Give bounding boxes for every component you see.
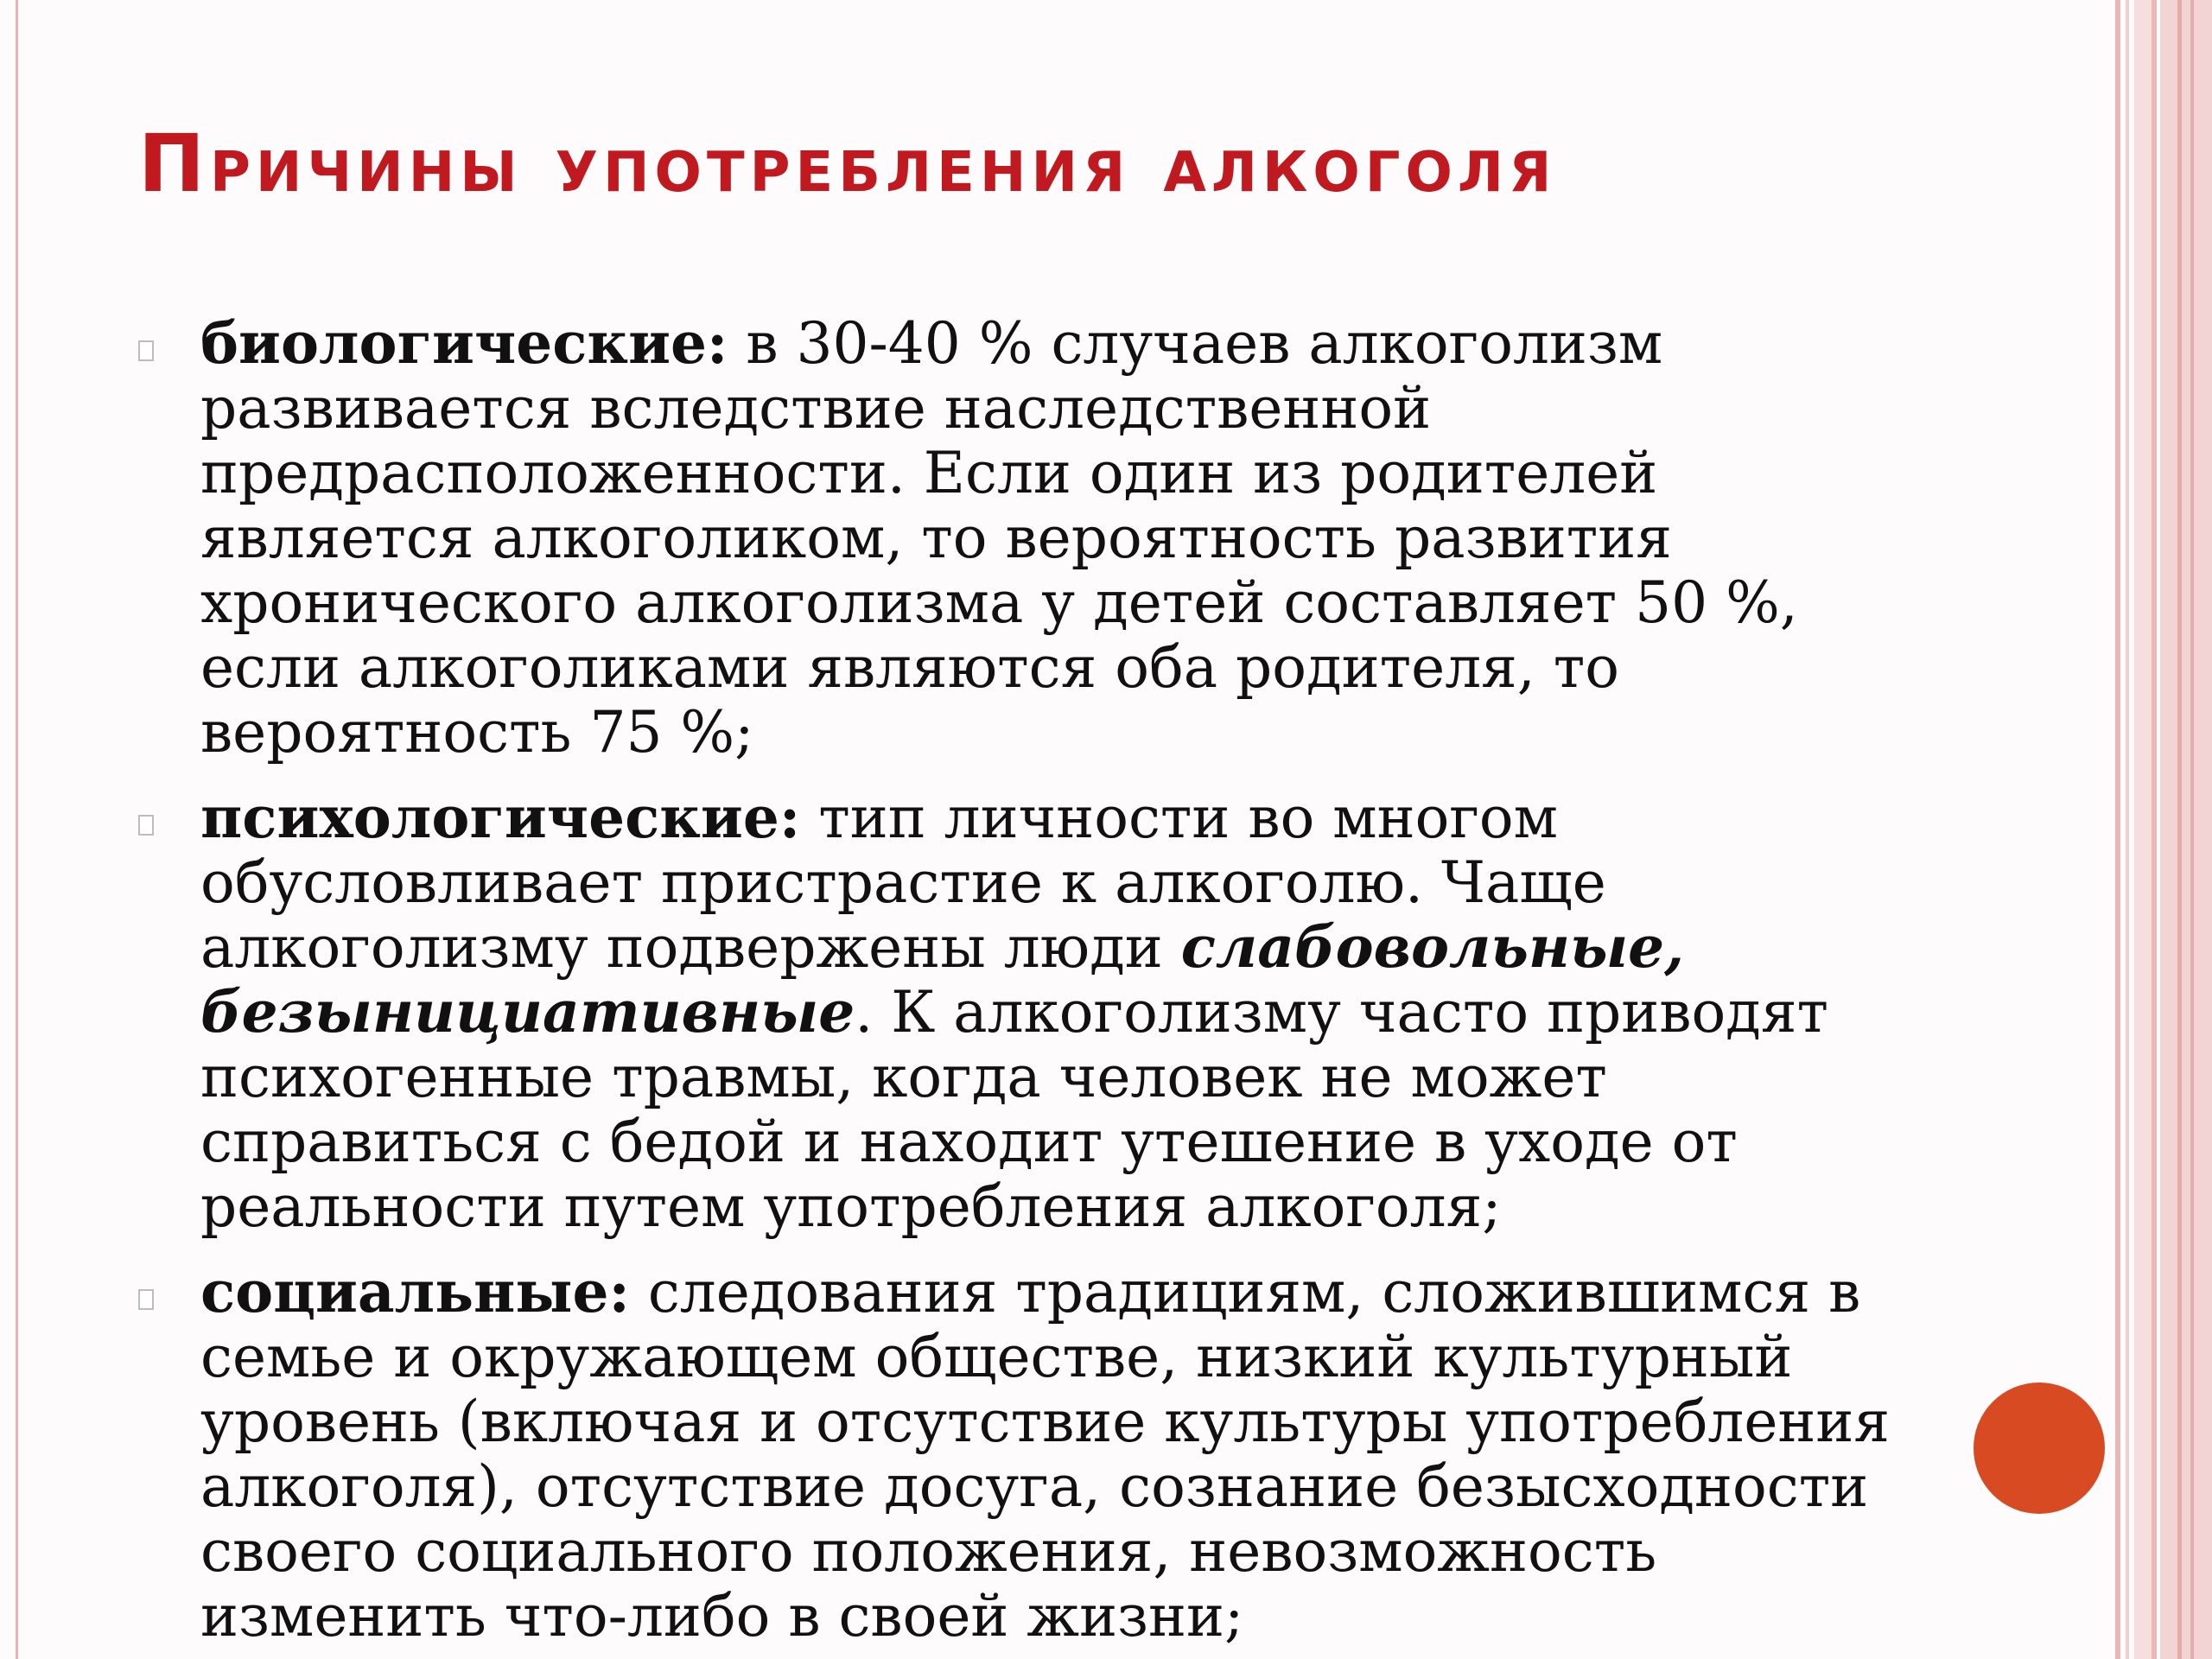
square-bullet-icon xyxy=(138,340,154,361)
term-biological: биологические: xyxy=(200,309,728,377)
right-stripe xyxy=(2126,0,2129,1659)
slide-title: Причины употребления алкоголя xyxy=(138,118,1557,210)
list-item-biological xyxy=(130,311,1910,765)
right-stripe xyxy=(2115,0,2120,1659)
right-stripe xyxy=(2152,0,2157,1659)
term-social: социальные: xyxy=(200,1258,630,1325)
item-text: в 30-40 % случаев алкоголизм развивается вследствие наследственной предрасположенности. Если один из родителей является алкоголиком, то вероятность развития хронического алкоголизма у детей составляет 50 %, если алкоголиками являются оба родителя, то вероятность 75 %; xyxy=(200,310,1798,766)
left-border-line xyxy=(16,0,18,1659)
item-text: следования традициям, сложившимся в семье и окружающем обществе, низкий культурный уровень (включая и отсутствие культуры употребления алкоголя), отсутствие досуга, сознание безысходности своего социального положения, невозможность изменить что-либо в своей жизни; xyxy=(200,1259,1891,1649)
decorative-circle xyxy=(1974,1382,2105,1514)
square-bullet-icon xyxy=(138,815,154,836)
right-stripe xyxy=(2177,0,2182,1659)
square-bullet-icon xyxy=(138,1289,154,1310)
right-stripe xyxy=(2190,0,2194,1659)
item-text: тип личности во многом обусловливает пристрастие к алкоголю. Чаще алкоголизму подвержены люди xyxy=(200,785,1606,981)
list-item-psychological xyxy=(130,785,1910,1239)
bullet-list xyxy=(130,311,1910,1659)
right-stripe xyxy=(2134,0,2152,1659)
item-emphasis: слабовольные, безынициативные xyxy=(200,913,1685,1046)
item-text: . К алкоголизму часто приводят психогенные травмы, когда человек не может справиться с бедой и находит утешение в уходе от реальности путем употребления алкоголя; xyxy=(200,979,1828,1240)
right-stripe xyxy=(2160,0,2212,1659)
list-item-social xyxy=(130,1260,1910,1649)
term-psychological: психологические: xyxy=(200,784,801,851)
